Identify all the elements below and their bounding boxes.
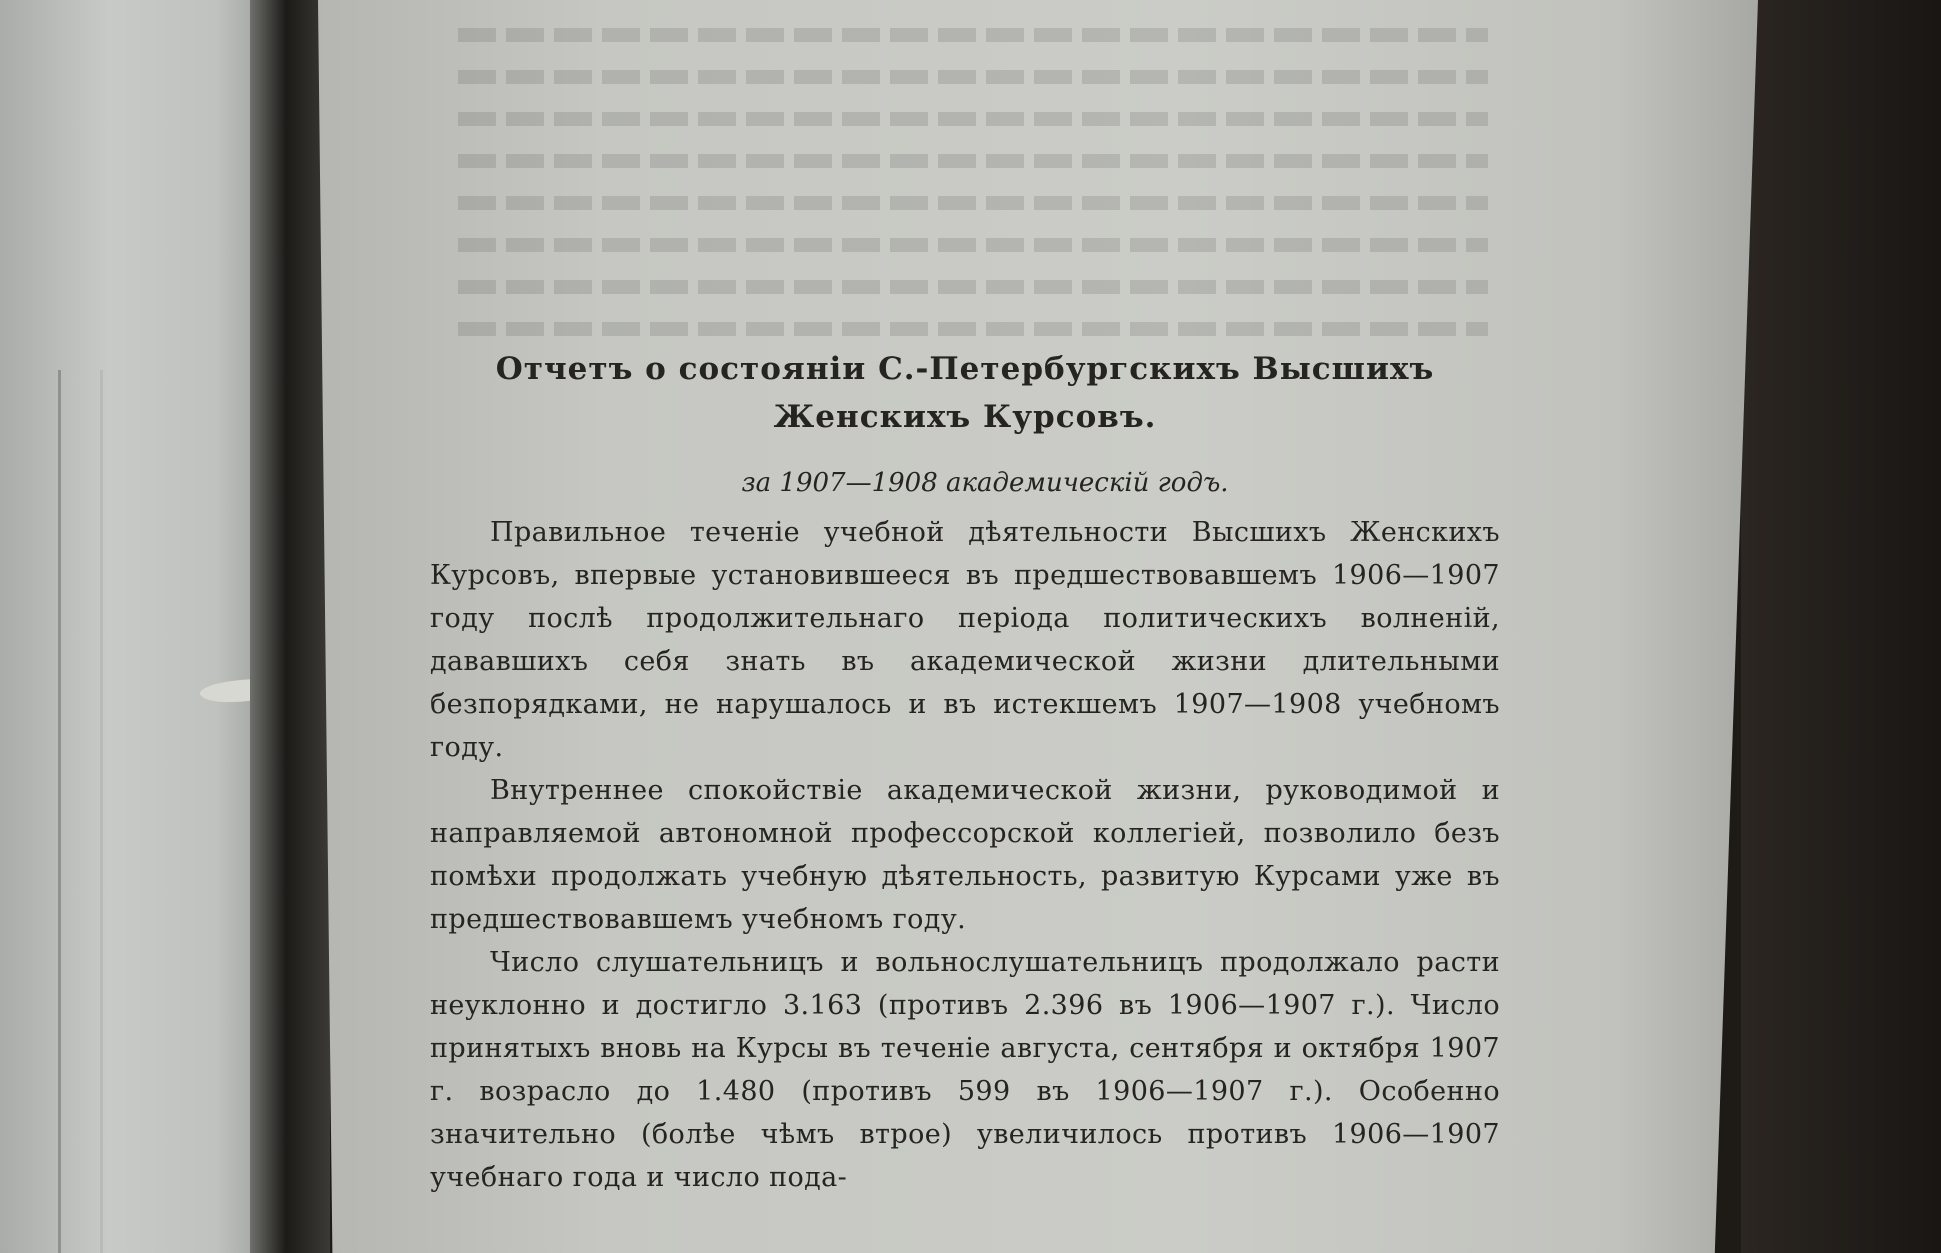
paragraph-3: Число слушательницъ и вольнослушательницъ продолжало расти неуклонно и достигло 3.163 (противъ 2.396 въ 1906—1907 г.). Число принятыхъ вновь на Курсы въ теченіе августа, сентября и октября 1907 г. возрасло до 1.480 (противъ 599 въ 1906—1907 г.). Особенно значительно (болѣе чѣмъ втрое) увеличилось противъ 1906—1907 учебнаго года и число пода- [430,947,1500,1193]
paragraph-1: Правильное теченіе учебной дѣятельности Высшихъ Женскихъ Курсовъ, впервые установившееся въ предшествовавшемъ 1906—1907 году послѣ продолжительнаго періода политическихъ волненій, дававшихъ себя знать въ академической жизни длительными безпорядками, не нарушалось и въ истекшемъ 1907—1908 учебномъ году. [430,517,1500,763]
document-title [430,345,1500,441]
left-page [0,0,270,1253]
page-edge [100,370,103,1253]
paragraph-2: Внутреннее спокойствіе академической жизни, руководимой и направляемой автономной профессорской коллегіей, позволило безъ помѣхи продолжать учебную дѣятельность, развитую Курсами уже въ предшествовавшемъ учебномъ году. [430,775,1500,935]
document-subtitle: за 1907—1908 академическій годъ. [741,468,1229,498]
book-gutter [250,0,330,1253]
title-line-1: Отчетъ о состояніи С.-Петербургскихъ Высшихъ [495,351,1435,387]
show-through-text [458,0,1488,336]
background-surface [1741,0,1941,1253]
page-edge [58,370,61,1253]
title-line-2: Женскихъ Курсовъ. [773,399,1157,435]
page-text [430,345,1500,1199]
